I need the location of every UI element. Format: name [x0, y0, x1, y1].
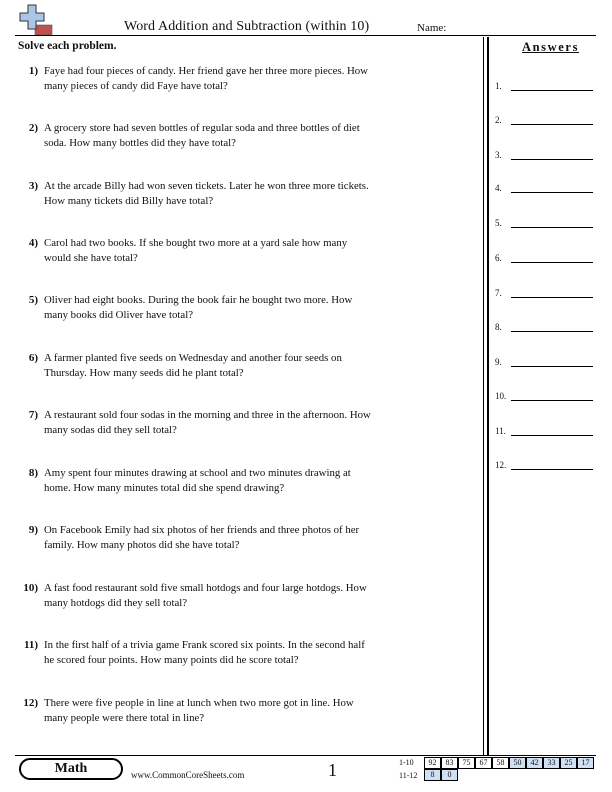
answer-label-5: 5. — [495, 218, 502, 228]
question-text-9: On Facebook Emily had six photos of her friends and three photos of her family. How many photos did she have total? — [44, 524, 360, 551]
page-number: 1 — [328, 760, 337, 780]
question-number-2: 2) — [28, 122, 38, 134]
question-text-6: A farmer planted five seeds on Wednesday and another four seeds on Thursday. How many seeds did he plant total? — [44, 352, 342, 379]
question-text-4: Carol had two books. If she bought two more at a yard sale how many would she have total? — [44, 237, 348, 264]
answer-line-11[interactable] — [511, 435, 593, 436]
question-text-8: Amy spent four minutes drawing at school and two minutes drawing at home. How many minutes total did she spend drawing? — [44, 467, 351, 494]
question-number-8: 8) — [28, 467, 38, 479]
answer-line-9[interactable] — [511, 366, 593, 367]
answer-label-2: 2. — [495, 115, 502, 125]
answer-label-3: 3. — [495, 150, 502, 160]
answer-line-4[interactable] — [511, 192, 593, 193]
question-text-12: There were five people in line at lunch when two more got in line. How many people were there total in line? — [44, 697, 354, 724]
answer-label-6: 6. — [495, 253, 502, 263]
question-number-6: 6) — [28, 352, 38, 364]
question-text-7: A restaurant sold four sodas in the morning and three in the afternoon. How many sodas did they sell total? — [44, 409, 371, 436]
answer-label-11: 11. — [495, 426, 506, 436]
site-url: www.CommonCoreSheets.com — [131, 770, 245, 780]
answer-line-5[interactable] — [511, 227, 593, 228]
question-text-2: A grocery store had seven bottles of regular soda and three bottles of diet soda. How many bottles did they have total? — [44, 122, 360, 149]
answer-line-12[interactable] — [511, 469, 593, 470]
question-number-4: 4) — [28, 237, 38, 249]
column-divider — [483, 37, 484, 755]
score-cell: 25 — [560, 757, 577, 769]
score-cell: 67 — [475, 757, 492, 769]
question-text-5: Oliver had eight books. During the book fair he bought two more. How many books did Oliver have total? — [44, 294, 353, 321]
question-number-1: 1) — [28, 65, 38, 77]
score-cell: 8 — [424, 769, 441, 781]
math-badge: Math — [19, 758, 123, 780]
answer-label-4: 4. — [495, 183, 502, 193]
score-cell: 33 — [543, 757, 560, 769]
score-cell: 92 — [424, 757, 441, 769]
answer-label-7: 7. — [495, 288, 502, 298]
answers-heading: Answers — [522, 40, 580, 54]
answer-line-7[interactable] — [511, 297, 593, 298]
question-number-12: 12) — [23, 697, 38, 709]
score-cell: 17 — [577, 757, 594, 769]
answer-label-1: 1. — [495, 81, 502, 91]
score-cell: 83 — [441, 757, 458, 769]
score-row-label-2: 11-12 — [399, 771, 418, 780]
answer-line-3[interactable] — [511, 159, 593, 160]
score-cell: 50 — [509, 757, 526, 769]
answer-label-9: 9. — [495, 357, 502, 367]
answer-line-8[interactable] — [511, 331, 593, 332]
header-divider — [15, 35, 596, 36]
answer-line-1[interactable] — [511, 90, 593, 91]
answer-line-10[interactable] — [511, 400, 593, 401]
worksheet-title: Word Addition and Subtraction (within 10) — [124, 19, 370, 34]
score-cell: 58 — [492, 757, 509, 769]
answer-label-8: 8. — [495, 322, 502, 332]
score-row-label-1: 1-10 — [399, 758, 414, 767]
answer-label-12: 12. — [495, 460, 507, 470]
column-divider-thick — [487, 37, 489, 755]
question-number-11: 11) — [23, 639, 38, 651]
score-cell: 0 — [441, 769, 458, 781]
question-number-3: 3) — [28, 180, 38, 192]
question-number-9: 9) — [28, 524, 38, 536]
question-text-10: A fast food restaurant sold five small hotdogs and four large hotdogs. How many hotdogs did they sell total? — [44, 582, 367, 609]
math-plus-logo-icon — [19, 4, 53, 36]
instructions: Solve each problem. — [18, 40, 117, 52]
name-label: Name: — [417, 22, 447, 34]
question-text-3: At the arcade Billy had won seven tickets. Later he won three more tickets. How many tickets did Billy have total? — [44, 180, 369, 207]
answer-label-10: 10. — [495, 391, 507, 401]
question-number-10: 10) — [23, 582, 38, 594]
question-number-5: 5) — [28, 294, 38, 306]
score-cell: 42 — [526, 757, 543, 769]
score-cell: 75 — [458, 757, 475, 769]
question-number-7: 7) — [28, 409, 38, 421]
question-text-1: Faye had four pieces of candy. Her friend gave her three more pieces. How many pieces of candy did Faye have total? — [44, 65, 368, 92]
footer-divider — [15, 755, 596, 756]
question-text-11: In the first half of a trivia game Frank scored six points. In the second half he scored four points. How many points did he score total? — [44, 639, 365, 666]
answer-line-2[interactable] — [511, 124, 593, 125]
answer-line-6[interactable] — [511, 262, 593, 263]
